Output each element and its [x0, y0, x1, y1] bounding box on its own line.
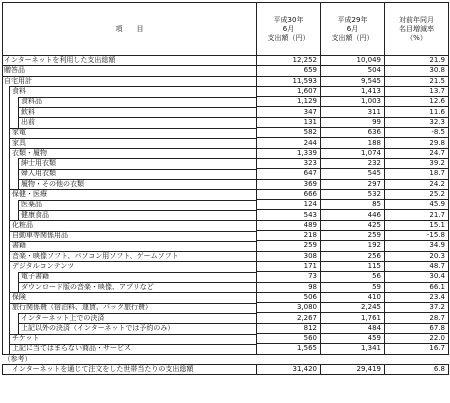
indent-guide — [9, 128, 10, 138]
reference-v1: 31,420 — [257, 364, 321, 374]
indent-guide — [18, 179, 19, 189]
table-row — [3, 303, 449, 313]
indent-guide — [18, 107, 19, 117]
cell-v2: 636 — [321, 128, 385, 138]
cell-v2: 10,049 — [321, 56, 385, 66]
row-label-text: デジタルコンテンツ — [12, 262, 75, 271]
row-label-text: 保険 — [12, 292, 26, 301]
row-label-text: 出前 — [21, 117, 35, 126]
table-row — [3, 334, 449, 344]
cell-v2: 532 — [321, 189, 385, 199]
indent-guide — [18, 158, 19, 168]
cell-v3: 21.5 — [385, 76, 449, 86]
cell-v1: 1,339 — [257, 148, 321, 158]
cell-v3: 18.7 — [385, 169, 449, 179]
cell-v2: 59 — [321, 282, 385, 292]
cell-v1: 73 — [257, 272, 321, 282]
row-label — [3, 76, 257, 86]
reference-row — [3, 364, 449, 374]
row-label — [3, 158, 257, 168]
indent-guide — [18, 272, 19, 282]
cell-v3: 21.7 — [385, 210, 449, 220]
row-label — [3, 117, 257, 127]
table-row — [3, 86, 449, 96]
cell-v1: 98 — [257, 282, 321, 292]
reference-label-text: インターネットを通じて注文をした世帯当たりの支出総額 — [12, 365, 194, 374]
cell-v2: 1,341 — [321, 344, 385, 354]
cell-v2: 56 — [321, 272, 385, 282]
row-label-text: 自動車等関係用品 — [12, 231, 68, 240]
table-row — [3, 220, 449, 230]
indent-guide — [18, 97, 19, 107]
row-label-text: 上記に当てはまらない商品・サービス — [12, 344, 131, 353]
cell-v2: 256 — [321, 251, 385, 261]
row-label-text: 旅行関係費（宿泊料、運賃、パック旅行費） — [12, 303, 152, 312]
table-row — [3, 210, 449, 220]
row-label-text: 食料 — [12, 87, 26, 96]
cell-v1: 560 — [257, 334, 321, 344]
table-row — [3, 97, 449, 107]
table-row — [3, 76, 449, 86]
cell-v2: 446 — [321, 210, 385, 220]
table-row — [3, 251, 449, 261]
cell-v2: 311 — [321, 107, 385, 117]
table-row — [3, 138, 449, 148]
cell-v1: 131 — [257, 117, 321, 127]
cell-v1: 218 — [257, 231, 321, 241]
row-label — [3, 251, 257, 261]
row-label — [3, 303, 257, 313]
cell-v1: 2,267 — [257, 313, 321, 323]
row-label-text: 家電 — [12, 128, 26, 137]
cell-v2: 425 — [321, 220, 385, 230]
cell-v1: 308 — [257, 251, 321, 261]
cell-v3: 28.7 — [385, 313, 449, 323]
table-row — [3, 169, 449, 179]
row-label-text: ダウンロード版の音楽・映像、アプリなど — [21, 282, 154, 291]
table-row — [3, 66, 449, 76]
row-label-text: 音楽・映像ソフト、パソコン用ソフト、ゲームソフト — [12, 251, 179, 260]
reference-v3: 6.8 — [385, 364, 449, 374]
row-label — [3, 200, 257, 210]
indent-guide — [9, 344, 10, 354]
row-label — [3, 241, 257, 251]
cell-v1: 666 — [257, 189, 321, 199]
indent-guide — [9, 148, 10, 158]
cell-v1: 489 — [257, 220, 321, 230]
table-row — [3, 200, 449, 210]
indent-guide — [9, 272, 10, 282]
cell-v3: 67.8 — [385, 323, 449, 333]
indent-guide — [9, 138, 10, 148]
cell-v3: 23.4 — [385, 292, 449, 302]
reference-heading: （参考） — [3, 354, 32, 363]
row-label — [3, 138, 257, 148]
cell-v2: 115 — [321, 261, 385, 271]
row-label — [3, 128, 257, 138]
row-label-text: 電子書籍 — [21, 272, 49, 281]
cell-v2: 459 — [321, 334, 385, 344]
reference-label — [3, 364, 257, 374]
row-label-text: 贈答品 — [4, 66, 25, 75]
cell-v2: 1,761 — [321, 313, 385, 323]
indent-guide — [9, 282, 10, 292]
table-row — [3, 344, 449, 354]
cell-v3: 37.2 — [385, 303, 449, 313]
table-row — [3, 241, 449, 251]
table-row — [3, 261, 449, 271]
indent-guide — [9, 158, 10, 168]
cell-v3: 32.3 — [385, 117, 449, 127]
cell-v3: 30.8 — [385, 66, 449, 76]
indent-guide — [18, 169, 19, 179]
indent-guide — [9, 179, 10, 189]
cell-v2: 2,245 — [321, 303, 385, 313]
indent-guide — [9, 200, 10, 210]
row-label-text: 婦人用衣類 — [21, 169, 56, 178]
indent-guide — [9, 97, 10, 107]
cell-v1: 347 — [257, 107, 321, 117]
indent-guide — [18, 200, 19, 210]
indent-guide — [18, 282, 19, 292]
cell-v1: 11,593 — [257, 76, 321, 86]
row-label-text: 化粧品 — [12, 220, 33, 229]
cell-v2: 1,074 — [321, 148, 385, 158]
cell-v2: 9,545 — [321, 76, 385, 86]
cell-v1: 3,080 — [257, 303, 321, 313]
cell-v3: 11.6 — [385, 107, 449, 117]
indent-guide — [9, 169, 10, 179]
row-label-text: 保健・医療 — [12, 190, 47, 198]
cell-v3: -8.5 — [385, 128, 449, 138]
row-label — [3, 344, 257, 354]
table-row — [3, 231, 449, 241]
table-row — [3, 148, 449, 158]
table-row — [3, 292, 449, 302]
row-label-text: 飲料 — [21, 107, 35, 116]
cell-v1: 1,129 — [257, 97, 321, 107]
row-label-text: インターネットを利用した支出総額 — [4, 56, 116, 65]
cell-v2: 259 — [321, 231, 385, 241]
row-label — [3, 334, 257, 344]
row-label-text: 健康食品 — [21, 210, 49, 219]
row-label-text: 自宅用計 — [4, 76, 32, 85]
reference-v2: 29,419 — [321, 364, 385, 374]
indent-guide — [18, 210, 19, 220]
row-label-text: チケット — [12, 334, 40, 343]
indent-guide — [9, 231, 10, 241]
cell-v3: 48.7 — [385, 261, 449, 271]
cell-v1: 259 — [257, 241, 321, 251]
cell-v1: 1,607 — [257, 86, 321, 96]
row-label-text: 家具 — [12, 138, 26, 147]
cell-v2: 1,003 — [321, 97, 385, 107]
cell-v1: 582 — [257, 128, 321, 138]
row-label-text: 上記以外の決済（インターネットでは予約のみ） — [21, 323, 175, 332]
indent-guide — [9, 220, 10, 230]
row-label — [3, 272, 257, 282]
cell-v1: 124 — [257, 200, 321, 210]
cell-v3: 22.0 — [385, 334, 449, 344]
row-label — [3, 292, 257, 302]
row-label-text: 履物・その他の衣類 — [21, 179, 84, 188]
cell-v1: 171 — [257, 261, 321, 271]
table-body — [3, 56, 449, 375]
cell-v1: 543 — [257, 210, 321, 220]
table-row — [3, 56, 449, 66]
cell-v2: 545 — [321, 169, 385, 179]
indent-guide — [9, 107, 10, 117]
cell-v2: 484 — [321, 323, 385, 333]
cell-v3: 21.9 — [385, 56, 449, 66]
row-label-text: 衣類・履物 — [12, 148, 47, 157]
cell-v1: 647 — [257, 169, 321, 179]
cell-v3: 12.6 — [385, 97, 449, 107]
header-2018-june: 平成30年 6月 支出額（円） — [257, 3, 321, 56]
internet-spending-table — [2, 2, 449, 375]
row-label — [3, 220, 257, 230]
cell-v1: 369 — [257, 179, 321, 189]
cell-v3: 39.2 — [385, 158, 449, 168]
cell-v2: 297 — [321, 179, 385, 189]
table-row — [3, 158, 449, 168]
row-label — [3, 66, 257, 76]
cell-v1: 812 — [257, 323, 321, 333]
indent-guide — [9, 323, 10, 333]
cell-v1: 506 — [257, 292, 321, 302]
row-label — [3, 97, 257, 107]
indent-guide — [9, 210, 10, 220]
cell-v2: 504 — [321, 66, 385, 76]
table-row — [3, 179, 449, 189]
table-row — [3, 323, 449, 333]
row-label — [3, 148, 257, 158]
cell-v2: 192 — [321, 241, 385, 251]
cell-v3: 66.1 — [385, 282, 449, 292]
indent-guide — [9, 313, 10, 323]
cell-v3: 13.7 — [385, 86, 449, 96]
indent-guide — [18, 117, 19, 127]
cell-v3: 34.9 — [385, 241, 449, 251]
row-label — [3, 210, 257, 220]
indent-guide — [9, 117, 10, 127]
table-row — [3, 128, 449, 138]
table-row — [3, 189, 449, 199]
cell-v3: -15.8 — [385, 231, 449, 241]
cell-v2: 1,413 — [321, 86, 385, 96]
cell-v1: 1,565 — [257, 344, 321, 354]
header-2017-june: 平成29年 6月 支出額（円） — [321, 3, 385, 56]
table-row — [3, 272, 449, 282]
cell-v3: 20.3 — [385, 251, 449, 261]
row-label — [3, 86, 257, 96]
row-label — [3, 231, 257, 241]
cell-v3: 24.2 — [385, 179, 449, 189]
table-row — [3, 313, 449, 323]
header-yoy-change: 対前年同月 名目増減率 （%） — [385, 3, 449, 56]
cell-v1: 12,252 — [257, 56, 321, 66]
row-label-text: 書籍 — [12, 241, 26, 250]
indent-guide — [18, 313, 19, 323]
indent-guide — [9, 86, 10, 96]
table-row — [3, 282, 449, 292]
cell-v3: 25.2 — [385, 189, 449, 199]
indent-guide — [9, 303, 10, 313]
indent-guide — [9, 241, 10, 251]
cell-v1: 323 — [257, 158, 321, 168]
row-label — [3, 107, 257, 117]
reference-heading-row — [3, 354, 449, 364]
cell-v3: 15.1 — [385, 220, 449, 230]
cell-v2: 85 — [321, 200, 385, 210]
row-label-text: 医薬品 — [21, 200, 42, 209]
cell-v2: 232 — [321, 158, 385, 168]
row-label — [3, 261, 257, 271]
cell-v2: 99 — [321, 117, 385, 127]
cell-v2: 410 — [321, 292, 385, 302]
cell-v1: 244 — [257, 138, 321, 148]
cell-v1: 659 — [257, 66, 321, 76]
indent-guide — [9, 189, 10, 199]
table-row — [3, 107, 449, 117]
indent-guide — [9, 334, 10, 344]
spending-table-container — [2, 2, 448, 375]
row-label — [3, 169, 257, 179]
row-label — [3, 179, 257, 189]
header-item: 項 目 — [3, 3, 257, 56]
cell-v2: 188 — [321, 138, 385, 148]
indent-guide — [18, 323, 19, 333]
row-label — [3, 282, 257, 292]
cell-v3: 16.7 — [385, 344, 449, 354]
row-label — [3, 56, 257, 66]
row-label-text: 紳士用衣類 — [21, 159, 56, 168]
row-label — [3, 189, 257, 199]
table-row — [3, 117, 449, 127]
indent-guide — [9, 292, 10, 302]
cell-v3: 30.4 — [385, 272, 449, 282]
indent-guide — [9, 261, 10, 271]
cell-v3: 29.8 — [385, 138, 449, 148]
row-label-text: インターネット上での決済 — [21, 313, 105, 322]
row-label — [3, 313, 257, 323]
cell-v3: 24.7 — [385, 148, 449, 158]
row-label-text: 食料品 — [21, 97, 42, 106]
row-label — [3, 323, 257, 333]
cell-v3: 45.9 — [385, 200, 449, 210]
indent-guide — [9, 251, 10, 261]
